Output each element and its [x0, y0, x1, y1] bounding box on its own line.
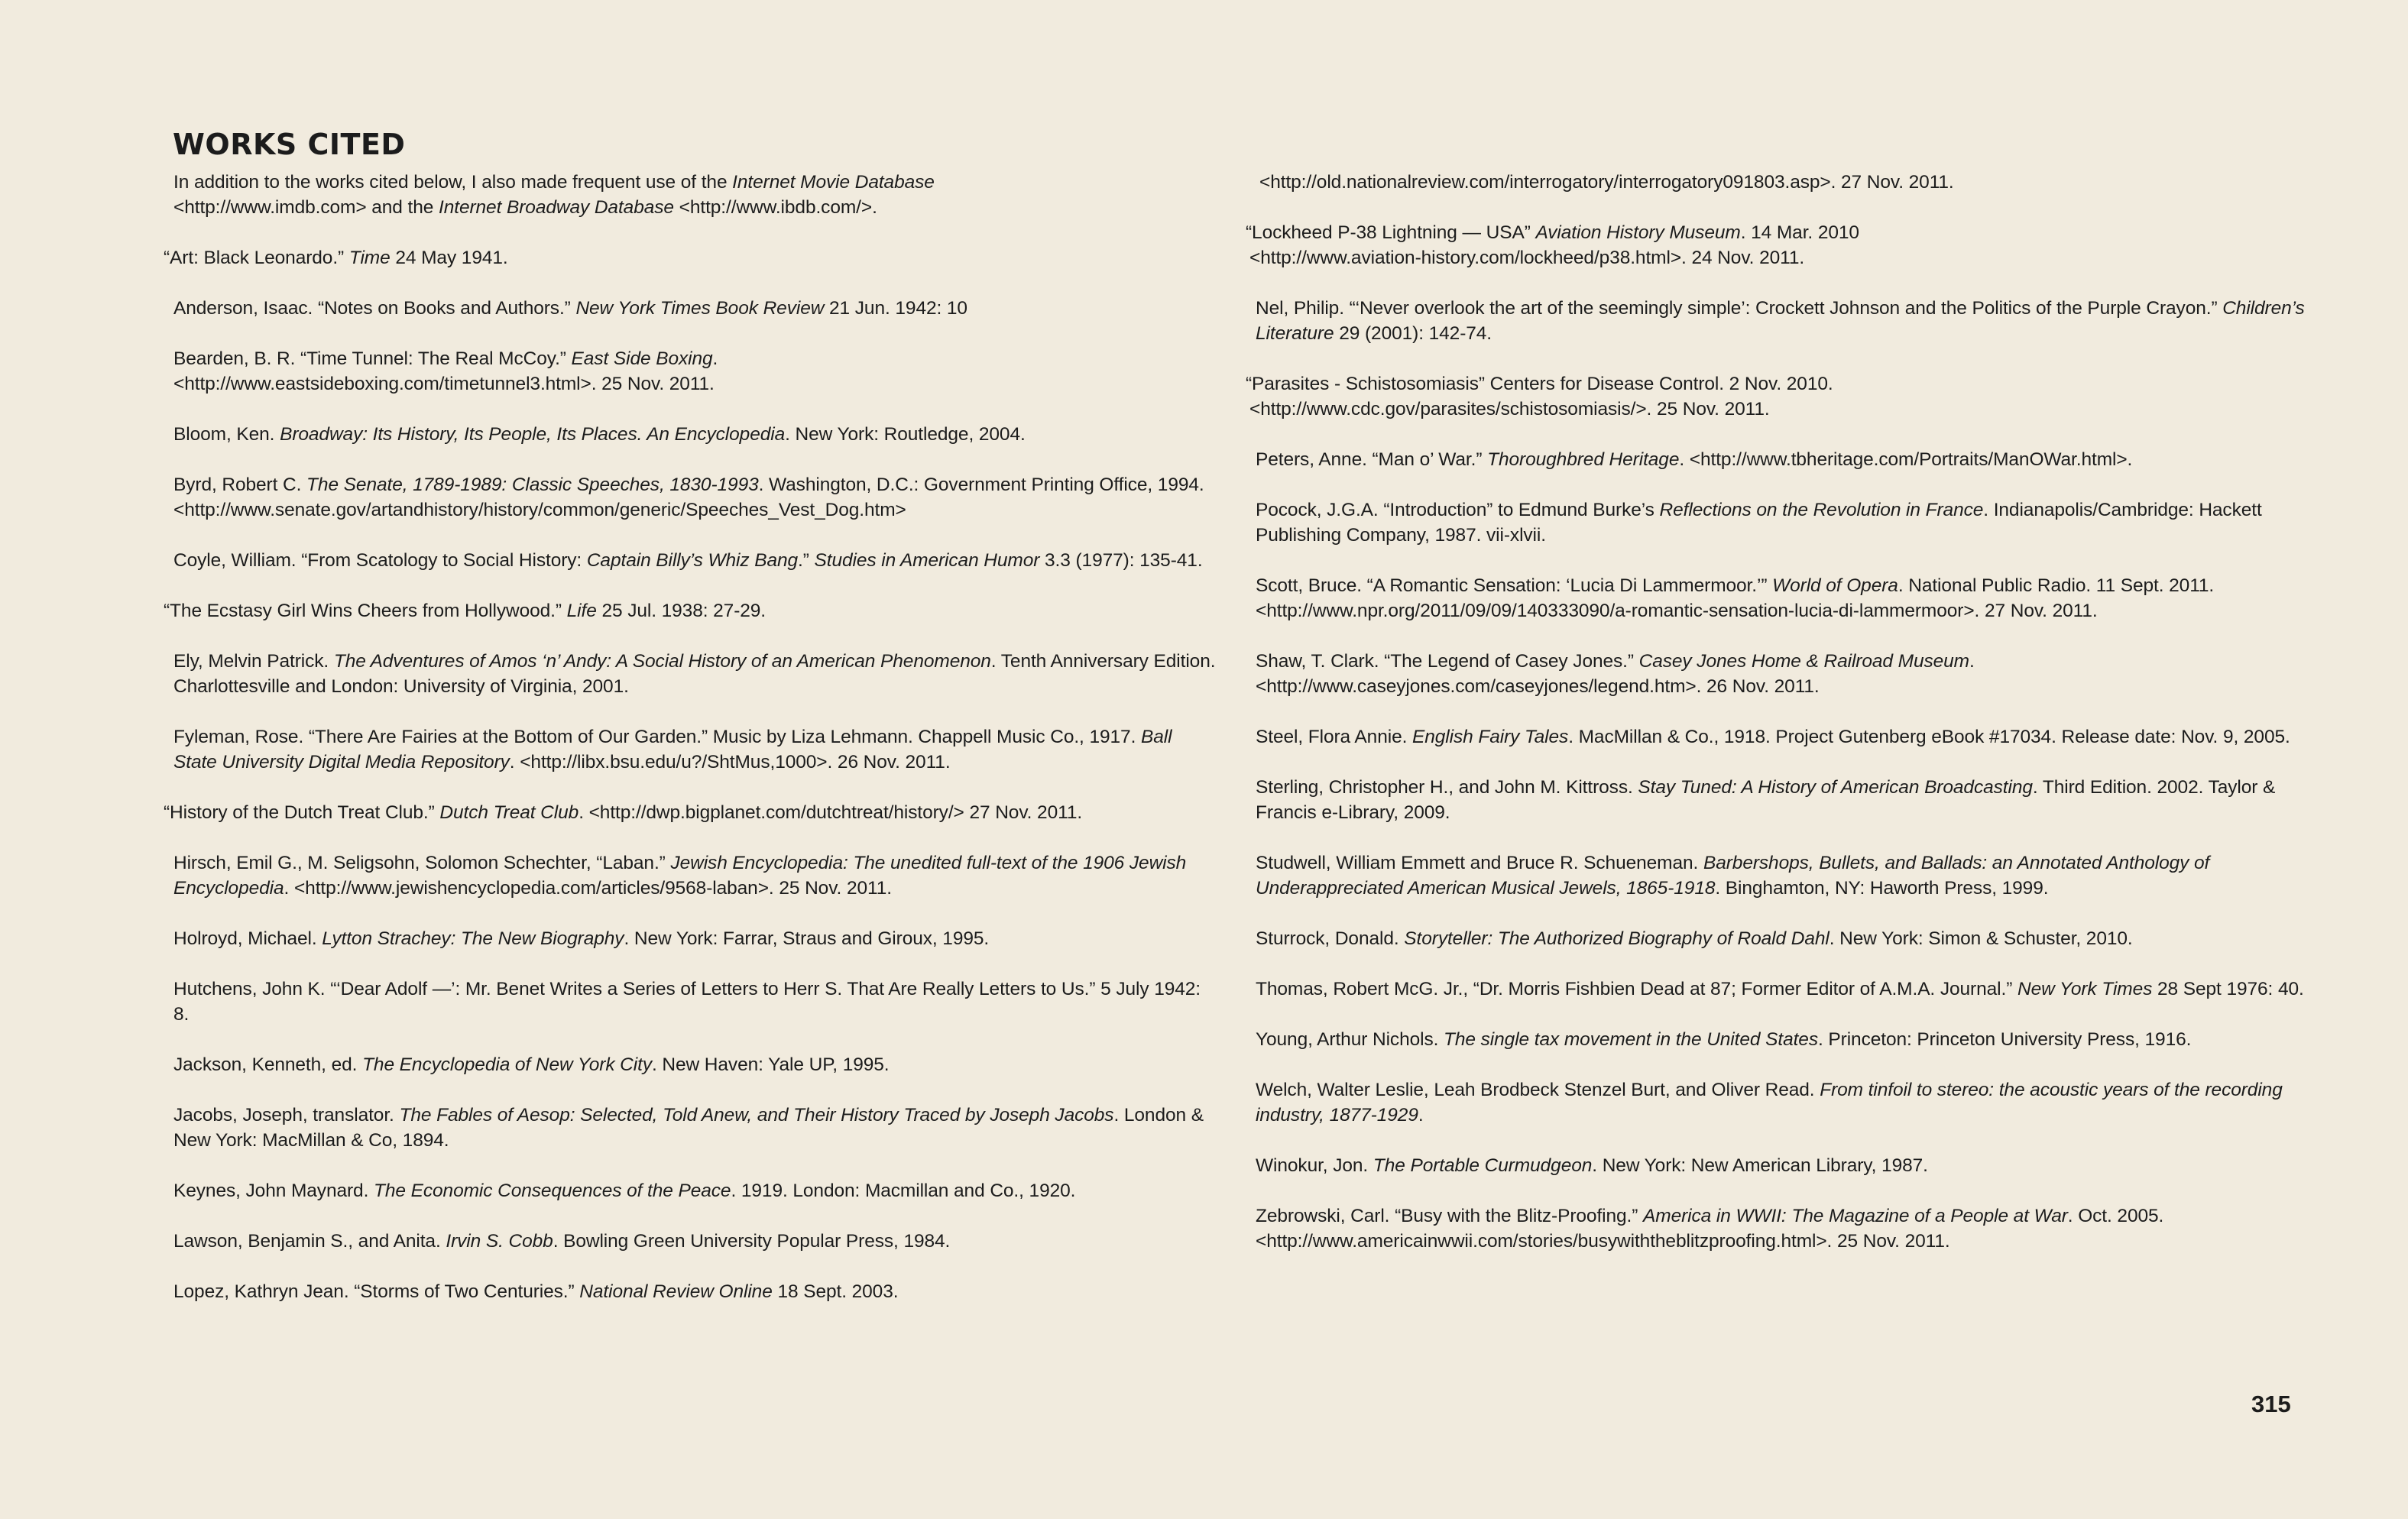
text: Thomas, Robert McG. Jr., “Dr. Morris Fishbien Dead at 87; Former Editor of A.M.A. Journal.”: [1256, 979, 2017, 999]
citation-fyleman: [173, 724, 1217, 775]
text: Bloom, Ken.: [173, 424, 280, 445]
citation-lopez: [173, 1279, 1217, 1304]
text: Anderson, Isaac. “Notes on Books and Authors.”: [173, 298, 576, 319]
italic-title: The single tax movement in the United States: [1444, 1029, 1818, 1050]
italic-title: Life: [566, 601, 597, 621]
text: . <http://dwp.bigplanet.com/dutchtreat/history/> 27 Nov. 2011.: [579, 802, 1083, 823]
text: . Third Edition. 2002. Taylor & Francis e-Library, 2009.: [1256, 777, 2276, 823]
text: Hutchens, John K. “‘Dear Adolf —’: Mr. Benet Writes a Series of Letters to Herr S. That Are Really Letters to Us.” 5 July 1942: 8.: [173, 979, 1201, 1025]
text: Peters, Anne. “Man o’ War.”: [1256, 449, 1488, 470]
text: “Art: Black Leonardo.”: [164, 248, 349, 268]
italic-title: The Fables of Aesop: Selected, Told Anew, and Their History Traced by Joseph Jacobs: [399, 1105, 1114, 1125]
italic-title: National Review Online: [579, 1281, 773, 1302]
citation-ecstasy: [164, 598, 1217, 623]
text: Sterling, Christopher H., and John M. Kittross.: [1256, 777, 1638, 798]
citation-shaw: [1256, 649, 2306, 699]
italic-title: Barbershops, Bullets, and Ballads: an Annotated Anthology of Underappreciated American Musical Jewels, 1865-1918: [1256, 853, 2210, 899]
italic-title: From tinfoil to stereo: the acoustic years of the recording industry, 1877-1929: [1256, 1080, 2283, 1125]
italic-title: New York Times Book Review: [575, 298, 825, 319]
italic-title: The Encyclopedia of New York City: [362, 1054, 652, 1075]
text: <http://www.cdc.gov/parasites/schistosomiasis/>. 25 Nov. 2011.: [1249, 399, 1770, 419]
text: . Binghamton, NY: Haworth Press, 1999.: [1715, 878, 2049, 899]
italic-title: Time: [348, 248, 391, 268]
text: . <http://www.tbheritage.com/Portraits/ManOWar.html>.: [1679, 449, 2133, 470]
italic-title: The Economic Consequences of the Peace: [374, 1181, 731, 1201]
italic-title: Dutch Treat Club: [439, 802, 579, 823]
italic-title: World of Opera: [1772, 575, 1898, 596]
text: In addition to the works cited below, I also made frequent use of the: [173, 172, 733, 193]
citation-byrd: [173, 472, 1217, 523]
text: Ely, Melvin Patrick.: [173, 651, 334, 672]
text: Keynes, John Maynard.: [173, 1181, 374, 1201]
text: 18 Sept. 2003.: [772, 1281, 899, 1302]
citation-nel: [1256, 296, 2306, 346]
citation-art: [164, 245, 1217, 270]
text: .: [1969, 651, 1975, 672]
text: . National Public Radio. 11 Sept. 2011. <http://www.npr.org/2011/09/09/140333090/a-romantic-sensation-lucia-di-lammermoor>. 27 Nov. 2011.: [1256, 575, 2215, 621]
italic-title: Reflections on the Revolution in France: [1659, 500, 1984, 520]
text: Bearden, B. R. “Time Tunnel: The Real McCoy.”: [173, 348, 572, 369]
text: Byrd, Robert C.: [173, 474, 307, 495]
citation-coyle: [173, 548, 1217, 573]
italic-title: Lytton Strachey: The New Biography: [322, 928, 624, 949]
citation-sturrock: [1256, 926, 2306, 951]
intro-paragraph: [173, 170, 1217, 220]
italic-title: Jewish Encyclopedia: The unedited full-text of the 1906 Jewish Encyclopedia: [173, 853, 1187, 899]
text: . Bowling Green University Popular Press, 1984.: [553, 1231, 951, 1252]
text: <http://www.caseyjones.com/caseyjones/legend.htm>. 26 Nov. 2011.: [1256, 676, 1820, 697]
italic-title: Stay Tuned: A History of American Broadcasting: [1638, 777, 2033, 798]
italic-title: English Fairy Tales: [1412, 727, 1569, 747]
italic-title: Aviation History Museum: [1535, 222, 1741, 243]
text: “Lockheed P-38 Lightning — USA”: [1246, 222, 1536, 243]
text: Jackson, Kenneth, ed.: [173, 1054, 363, 1075]
text: <http://old.nationalreview.com/interrogatory/interrogatory091803.asp>. 27 Nov. 2011.: [1259, 172, 1954, 193]
text: . London & New York: MacMillan & Co, 1894.: [173, 1105, 1204, 1151]
text: . Washington, D.C.: Government Printing Office, 1994. <http://www.senate.gov/artandhistory/history/common/generic/Speeches_Vest_Dog.htm>: [173, 474, 1204, 520]
italic-title: America in WWII: The Magazine of a People at War: [1643, 1206, 2068, 1226]
citation-bearden: [173, 346, 1217, 397]
text: .: [1418, 1105, 1424, 1125]
text: 29 (2001): 142-74.: [1334, 323, 1492, 344]
text: <http://www.ibdb.com/>.: [673, 197, 877, 218]
text: . New York: Farrar, Straus and Giroux, 1995.: [624, 928, 990, 949]
citation-bloom: [173, 422, 1217, 447]
citation-young: [1256, 1027, 2306, 1052]
left-column: [164, 170, 1217, 1330]
italic-title: New York Times: [2017, 979, 2153, 999]
italic-title: The Senate, 1789-1989: Classic Speeches, 1830-1993: [306, 474, 759, 495]
italic-title: Thoroughbred Heritage: [1487, 449, 1680, 470]
italic-title: Internet Movie Database: [732, 172, 935, 193]
page-number: 315: [2251, 1391, 2291, 1417]
citation-ely: [173, 649, 1217, 699]
text: Hirsch, Emil G., M. Seligsohn, Solomon Schechter, “Laban.”: [173, 853, 671, 873]
citation-peters: [1256, 447, 2306, 472]
text: . Oct. 2005.: [2067, 1206, 2164, 1226]
italic-title: Storyteller: The Authorized Biography of Roald Dahl: [1404, 928, 1829, 949]
text: . Princeton: Princeton University Press, 1916.: [1817, 1029, 2192, 1050]
text: <http://www.eastsideboxing.com/timetunnel3.html>. 25 Nov. 2011.: [173, 374, 715, 394]
text: <http://www.americainwwii.com/stories/busywiththeblitzproofing.html>. 25 Nov. 2011.: [1256, 1231, 1950, 1252]
citation-lopez-continued: [1256, 170, 2306, 195]
text: . 14 Mar. 2010: [1740, 222, 1859, 243]
citation-steel: [1256, 724, 2306, 750]
italic-title: Irvin S. Cobb: [446, 1231, 553, 1252]
citation-scott: [1256, 573, 2306, 623]
text: Fyleman, Rose. “There Are Fairies at the Bottom of Our Garden.” Music by Liza Lehmann. Chappell Music Co., 1917.: [173, 727, 1141, 747]
text: Young, Arthur Nichols.: [1256, 1029, 1444, 1050]
text: Winokur, Jon.: [1256, 1155, 1373, 1176]
italic-title: Captain Billy’s Whiz Bang: [586, 550, 799, 571]
citation-hirsch: [173, 850, 1217, 901]
text: Lawson, Benjamin S., and Anita.: [173, 1231, 446, 1252]
text: Coyle, William. “From Scatology to Social History:: [173, 550, 587, 571]
text: 21 Jun. 1942: 10: [824, 298, 967, 319]
text: <http://www.aviation-history.com/lockheed/p38.html>. 24 Nov. 2011.: [1249, 248, 1805, 268]
text: 25 Jul. 1938: 27-29.: [596, 601, 766, 621]
citation-dutch-treat: [164, 800, 1217, 825]
text: . New York: Routledge, 2004.: [785, 424, 1026, 445]
italic-title: Casey Jones Home & Railroad Museum: [1638, 651, 1969, 672]
citation-jackson: [173, 1052, 1217, 1077]
text: .”: [798, 550, 815, 571]
right-column: [1246, 170, 2306, 1279]
text: . MacMillan & Co., 1918. Project Gutenberg eBook #17034. Release date: Nov. 9, 2005.: [1568, 727, 2290, 747]
citation-thomas: [1256, 976, 2306, 1002]
italic-title: The Adventures of Amos ‘n’ Andy: A Social History of an American Phenomenon: [333, 651, 991, 672]
text: . <http://libx.bsu.edu/u?/ShtMus,1000>. 26 Nov. 2011.: [509, 752, 951, 772]
text: Studwell, William Emmett and Bruce R. Schueneman.: [1256, 853, 1703, 873]
citation-parasites: [1246, 371, 2306, 422]
text: Holroyd, Michael.: [173, 928, 322, 949]
italic-title: The Portable Curmudgeon: [1373, 1155, 1593, 1176]
text: .: [712, 348, 718, 369]
citation-jacobs: [173, 1103, 1217, 1153]
text: “Parasites - Schistosomiasis” Centers for Disease Control. 2 Nov. 2010.: [1246, 374, 1833, 394]
citation-winokur: [1256, 1153, 2306, 1178]
citation-hutchens: [173, 976, 1217, 1027]
text: 28 Sept 1976: 40.: [2152, 979, 2304, 999]
text: . <http://www.jewishencyclopedia.com/articles/9568-laban>. 25 Nov. 2011.: [284, 878, 892, 899]
citation-sterling: [1256, 775, 2306, 825]
italic-title: Studies in American Humor: [814, 550, 1040, 571]
text: 3.3 (1977): 135-41.: [1039, 550, 1203, 571]
page-title: WORKS CITED: [173, 128, 406, 161]
text: Jacobs, Joseph, translator.: [173, 1105, 400, 1125]
citation-studwell: [1256, 850, 2306, 901]
italic-title: East Side Boxing: [571, 348, 713, 369]
text: Sturrock, Donald.: [1256, 928, 1405, 949]
italic-title: Children’s Literature: [1256, 298, 2305, 344]
citation-lockheed: [1246, 220, 2306, 270]
text: 24 May 1941.: [390, 248, 508, 268]
text: . 1919. London: Macmillan and Co., 1920.: [731, 1181, 1076, 1201]
text: “The Ecstasy Girl Wins Cheers from Hollywood.”: [164, 601, 567, 621]
text: Pocock, J.G.A. “Introduction” to Edmund Burke’s: [1256, 500, 1660, 520]
italic-title: Broadway: Its History, Its People, Its Places. An Encyclopedia: [280, 424, 786, 445]
text: Zebrowski, Carl. “Busy with the Blitz-Proofing.”: [1256, 1206, 1644, 1226]
text: Lopez, Kathryn Jean. “Storms of Two Centuries.”: [173, 1281, 580, 1302]
citation-keynes: [173, 1178, 1217, 1203]
text: . Indianapolis/Cambridge: Hackett Publishing Company, 1987. vii-xlvii.: [1256, 500, 2262, 546]
text: . Tenth Anniversary Edition. Charlottesville and London: University of Virginia, 2001.: [173, 651, 1216, 697]
text: Steel, Flora Annie.: [1256, 727, 1413, 747]
text: <http://www.imdb.com> and the: [173, 197, 439, 218]
citation-pocock: [1256, 497, 2306, 548]
text: . New York: Simon & Schuster, 2010.: [1829, 928, 2133, 949]
text: Nel, Philip. “‘Never overlook the art of the seemingly simple’: Crockett Johnson and the Politics of the Purple Crayon.”: [1256, 298, 2223, 319]
text: . New Haven: Yale UP, 1995.: [651, 1054, 890, 1075]
italic-title: Internet Broadway Database: [439, 197, 674, 218]
italic-title: Ball State University Digital Media Repository: [173, 727, 1172, 772]
citation-holroyd: [173, 926, 1217, 951]
text: . New York: New American Library, 1987.: [1592, 1155, 1928, 1176]
citation-welch: [1256, 1077, 2306, 1128]
text: “History of the Dutch Treat Club.”: [164, 802, 440, 823]
text: Scott, Bruce. “A Romantic Sensation: ‘Lucia Di Lammermoor.’”: [1256, 575, 1773, 596]
text: Welch, Walter Leslie, Leah Brodbeck Stenzel Burt, and Oliver Read.: [1256, 1080, 1820, 1100]
citation-lawson: [173, 1229, 1217, 1254]
text: Shaw, T. Clark. “The Legend of Casey Jones.”: [1256, 651, 1639, 672]
citation-anderson: [173, 296, 1217, 321]
citation-zebrowski: [1256, 1203, 2306, 1254]
